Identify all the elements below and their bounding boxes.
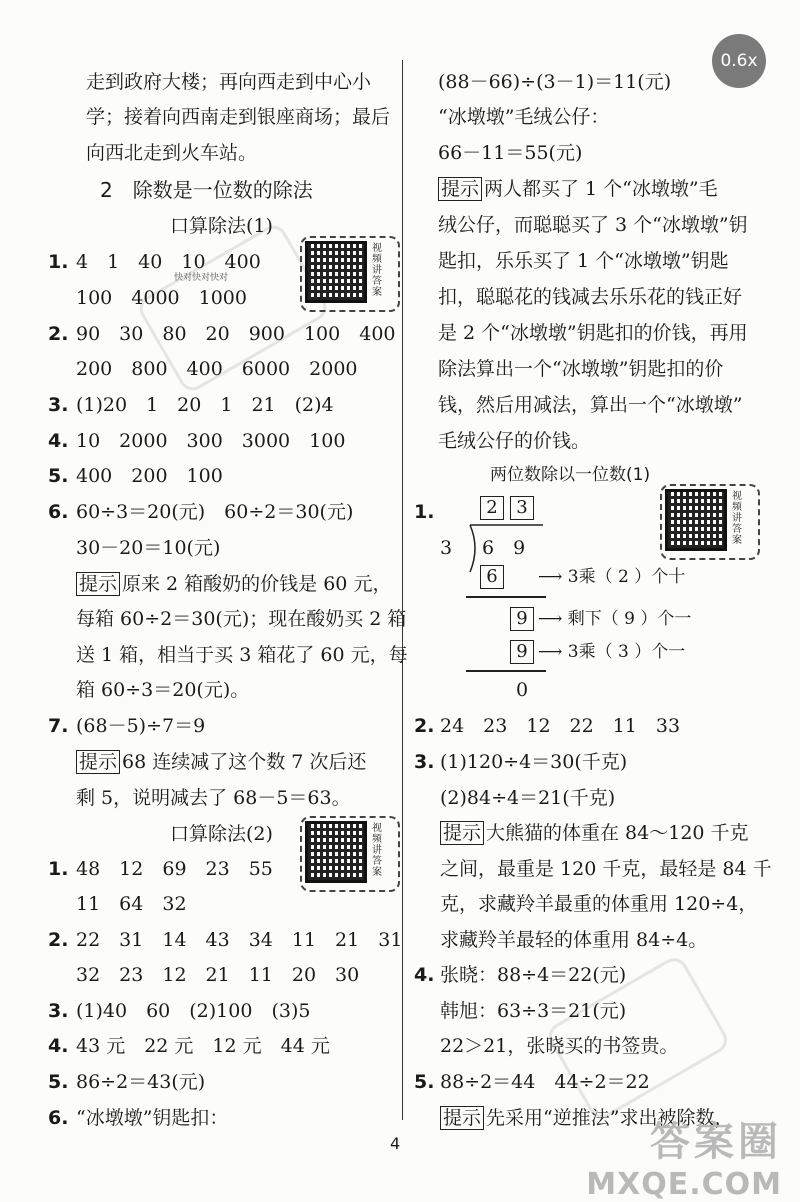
question-number: 4. [414,964,435,986]
qr-code-icon[interactable] [305,241,367,303]
hint-label: 提示 [76,750,120,774]
hint-line: 每箱 60÷2＝30(元)；现在酸奶买 2 箱 [76,608,407,630]
hint-line: 提示 68 连续减了这个数 7 次后还 [76,750,366,774]
question-number: 6. [48,1107,69,1129]
answer-line: 86÷2＝43(元) [76,1071,206,1093]
watermark [586,1110,782,1202]
answer-line: (1)20 1 20 1 21 (2)4 [76,394,334,416]
answer-line: 48 12 69 23 55 [76,858,273,880]
qr-code-icon[interactable] [305,821,367,883]
answer-line: 90 30 80 20 900 100 400 [76,323,396,345]
hint-line: 提示 两人都买了 1 个“冰墩墩”毛 [438,177,718,201]
subtraction-line [466,596,546,598]
step-note: ⟶ 3乘（ 3 ）个一 [538,642,686,662]
question-number: 4. [48,430,69,452]
answer-line: 22 31 14 43 34 11 21 31 [76,929,403,951]
question-number: 3. [48,394,69,416]
faint-text: 快对快对快对 [174,273,229,283]
hint-line: 扣，聪聪花的钱减去乐乐花的钱正好 [438,286,743,308]
quotient-tens-box: 2 [480,496,504,520]
hint-line: 剩 5，说明减去了 68－5＝63。 [76,787,351,809]
qr-label: 视频讲答案 [372,823,382,878]
partial-product-box: 6 [480,565,504,589]
quotient-ones-box: 3 [510,496,534,520]
answer-line: 32 23 12 21 11 20 30 [76,964,360,986]
hint-line: 提示 大熊猫的体重在 84～120 千克 [440,821,749,845]
answer-line: (1)120÷4＝30(千克) [440,751,628,773]
qr-label: 视频讲答案 [732,491,742,546]
page-number: 4 [390,1134,401,1153]
hint-line: 箱 60÷3＝20(元)。 [76,679,250,701]
question-number: 5. [48,465,69,487]
section-title: 2 除数是一位数的除法 [100,178,313,202]
answer-line: 10 2000 300 3000 100 [76,430,346,452]
answer-line: 200 800 400 6000 2000 [76,358,358,380]
answer-line: 30－20＝10(元) [76,537,221,559]
answer-line: 43 元 22 元 12 元 44 元 [76,1035,330,1057]
hint-line: 求藏羚羊最轻的体重用 84÷4。 [440,929,708,951]
answer-line: (1)40 60 (2)100 (3)5 [76,1000,311,1022]
question-number: 4. [48,1035,69,1057]
watermark-title: 答案圈 [650,1119,782,1165]
answer-line: 张晓：88÷4＝22(元) [440,964,627,986]
text-line: 走到政府大楼；再向西走到中心小 [86,71,372,93]
hint-line: 之间，最重是 120 千克，最轻是 84 千 [440,858,772,880]
hint-line: 绒公仔，而聪聪买了 3 个“冰墩墩”钥 [438,214,748,236]
answer-line: “冰墩墩”毛绒公仔： [438,106,610,128]
hint-line: 克，求藏羚羊最重的体重用 120÷4， [440,893,758,915]
answer-line: (68－5)÷7＝9 [76,715,206,737]
hint-label: 提示 [440,821,484,845]
text-line: 学；接着向西南走到银座商场；最后 [86,106,391,128]
question-number: 1. [414,501,435,523]
question-number: 5. [414,1071,435,1093]
question-number: 3. [414,751,435,773]
hint-line: 送 1 箱，相当于买 3 箱花了 60 元，每 [76,644,408,666]
remainder-box: 9 [510,607,534,631]
question-number: 6. [48,501,69,523]
qr-label: 视频讲答案 [372,243,382,298]
answer-line: 100 4000 1000 [76,287,247,309]
hint-line: 钱，然后用减法，算出一个“冰墩墩” [438,394,743,416]
answer-line: 11 64 32 [76,893,187,915]
subtraction-line [466,670,546,672]
question-number: 2. [414,715,435,737]
hint-line: 毛绒公仔的价钱。 [438,430,591,452]
answer-line: 60÷3＝20(元) 60÷2＝30(元) [76,501,354,523]
question-number: 2. [48,929,69,951]
text-line: 向西北走到火车站。 [86,142,258,164]
answer-line: 66－11＝55(元) [438,142,583,164]
answer-line: 88÷2＝44 44÷2＝22 [440,1071,650,1093]
final-remainder: 0 [516,679,529,701]
question-number: 1. [48,858,69,880]
hint-line: 除法算出一个“冰墩墩”钥匙扣的价 [438,358,724,380]
partial-product-box: 9 [510,640,534,664]
column-divider [402,60,403,1120]
answer-line: “冰墩墩”钥匙扣： [76,1107,229,1129]
dividend: 6 9 [482,537,526,559]
step-note: ⟶ 3乘（ 2 ）个十 [538,567,686,587]
answer-line: 22＞21，张晓买的书签贵。 [440,1035,679,1057]
question-number: 5. [48,1071,69,1093]
hint-label: 提示 [438,177,482,201]
hint-line: 提示 先采用“逆推法”求出被除数， [440,1106,733,1130]
answer-line: 韩旭：63÷3＝21(元) [440,1000,627,1022]
step-note: ⟶ 剩下（ 9 ）个一 [538,609,692,629]
subsection-title: 口算除法(1) [170,215,273,237]
question-number: 1. [48,251,69,273]
hint-label: 提示 [76,572,120,596]
question-number: 3. [48,1000,69,1022]
hint-line: 是 2 个“冰墩墩”钥匙扣的价钱，再用 [438,322,748,344]
answer-line: 400 200 100 [76,465,223,487]
hint-line: 匙扣，乐乐买了 1 个“冰墩墩”钥匙 [438,250,729,272]
answer-line: 4 1 40 10 400 [76,251,261,273]
zoom-badge[interactable]: 0.6x [712,34,766,88]
question-number: 2. [48,323,69,345]
subsection-title: 口算除法(2) [170,823,273,845]
answer-line: 24 23 12 22 11 33 [440,715,681,737]
hint-label: 提示 [440,1106,484,1130]
answer-line: (88－66)÷(3－1)＝11(元) [438,71,672,93]
qr-code-icon[interactable] [665,489,727,551]
answer-line: (2)84÷4＝21(千克) [440,787,616,809]
watermark-url: MXQE.COM [586,1167,782,1202]
divisor: 3 [440,537,453,559]
question-number: 7. [48,715,69,737]
hint-line: 提示 原来 2 箱酸奶的价钱是 60 元， [76,572,391,596]
subsection-title: 两位数除以一位数(1) [490,465,651,485]
